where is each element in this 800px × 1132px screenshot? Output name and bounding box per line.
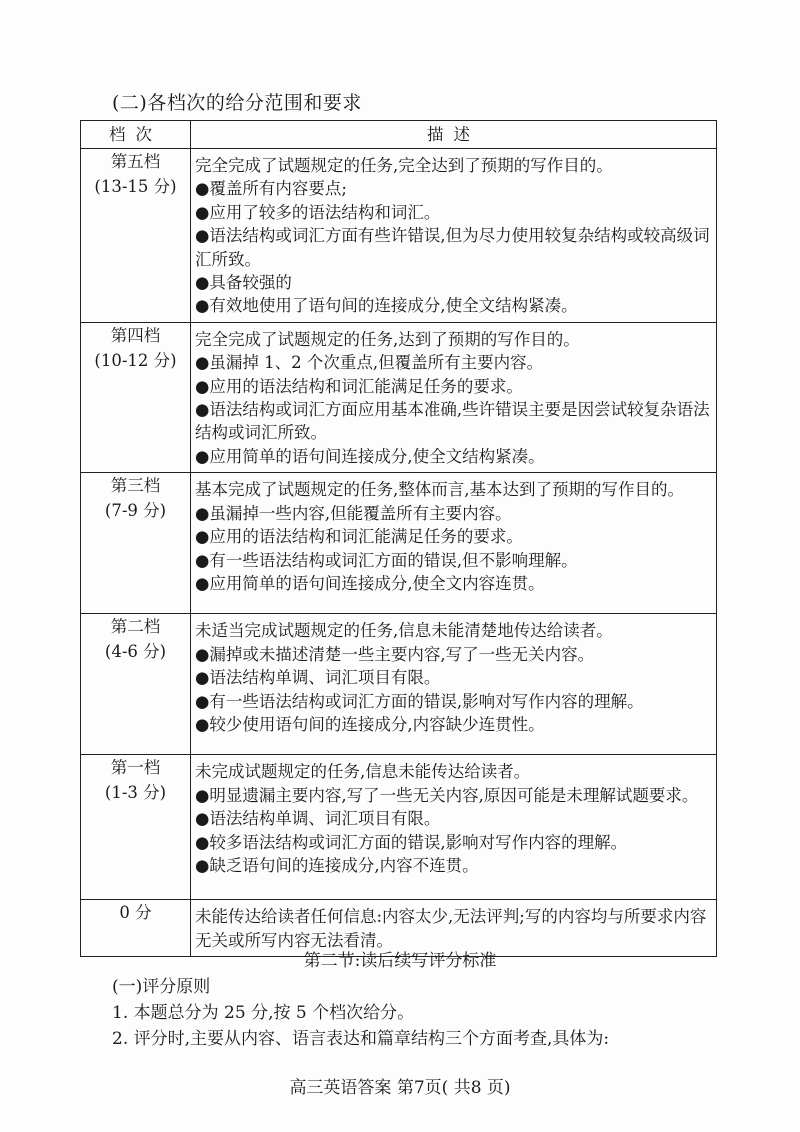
level-cell [81, 149, 191, 323]
level-name: 第二档 [110, 617, 161, 637]
description-line: ●漏掉或未描述清楚一些主要内容,写了一些无关内容。 [195, 644, 595, 664]
principle-item: 2. 评分时,主要从内容、语言表达和篇章结构三个方面考查,具体为: [112, 1029, 610, 1049]
table-header-row [81, 121, 717, 149]
description-line: ●应用了较多的语法结构和词汇。 [195, 202, 441, 222]
description-line: ●语法结构单调、词汇项目有限。 [195, 809, 441, 829]
column-header-description: 描述 [191, 121, 717, 149]
scoring-table [80, 120, 717, 957]
table-row [81, 614, 717, 755]
description-line: 未适当完成试题规定的任务,信息未能清楚地传达给读者。 [195, 621, 613, 641]
description-cell [191, 149, 717, 323]
level-score: (7-9 分) [104, 501, 167, 521]
level-score: (10-12 分) [94, 350, 177, 370]
description-line: ●有效地使用了语句间的连接成分,使全文结构紧凑。 [195, 296, 578, 316]
description-line: ●语法结构或词汇方面应用基本准确,些许错误主要是因尝试较复杂语法结构或词汇所致。 [195, 400, 710, 443]
level-name: 第三档 [110, 476, 161, 496]
description-line: ●应用简单的语句间连接成分,使全文结构紧凑。 [195, 446, 545, 466]
description-line: 未能传达给读者任何信息:内容太少,无法评判;写的内容均与所要求内容无关或所写内容无法看清。 [195, 907, 707, 950]
column-header-level: 档次 [81, 121, 191, 149]
description-line: ●虽漏掉 1、2 个次重点,但覆盖所有主要内容。 [195, 353, 544, 373]
level-score: (4-6 分) [104, 642, 167, 662]
principle-item: 1. 本题总分为 25 分,按 5 个档次给分。 [112, 1003, 415, 1023]
description-line: ●有一些语法结构或词汇方面的错误,但不影响理解。 [195, 550, 578, 570]
level-cell [81, 755, 191, 900]
level-cell [81, 473, 191, 614]
level-name: 第四档 [110, 325, 161, 345]
level-name: 0 分 [119, 903, 152, 923]
description-line: ●缺乏语句间的连接成分,内容不连贯。 [195, 855, 479, 875]
principles-heading: (一)评分原则 [112, 977, 211, 997]
description-line: 完全完成了试题规定的任务,达到了预期的写作目的。 [195, 329, 580, 349]
description-line: ●具备较强的 [195, 273, 292, 293]
description-line: ●明显遗漏主要内容,写了一些无关内容,原因可能是未理解试题要求。 [195, 785, 699, 805]
description-line: 完全完成了试题规定的任务,完全达到了预期的写作目的。 [195, 156, 613, 175]
table-row [81, 322, 717, 472]
description-cell [191, 322, 717, 472]
table-row [81, 149, 717, 323]
description-cell [191, 473, 717, 614]
description-line: ●较多语法结构或词汇方面的错误,影响对写作内容的理解。 [195, 832, 628, 852]
description-line: 基本完成了试题规定的任务,整体而言,基本达到了预期的写作目的。 [195, 480, 684, 500]
table-row [81, 473, 717, 614]
description-cell [191, 755, 717, 900]
level-name: 第五档 [110, 152, 161, 171]
description-line: ●应用简单的语句间连接成分,使全文内容连贯。 [195, 573, 545, 593]
description-line: ●语法结构单调、词汇项目有限。 [195, 668, 441, 688]
level-cell [81, 614, 191, 755]
section-heading: (二)各档次的给分范围和要求 [112, 92, 362, 114]
description-line: ●应用的语法结构和词汇能满足任务的要求。 [195, 527, 523, 547]
description-cell [191, 614, 717, 755]
description-line: ●覆盖所有内容要点; [195, 179, 347, 199]
level-name: 第一档 [110, 758, 161, 778]
description-line: ●虽漏掉一些内容,但能覆盖所有主要内容。 [195, 503, 512, 523]
level-score: (13-15 分) [94, 177, 177, 196]
section-title: 第二节:读后续写评分标准 [303, 951, 497, 971]
description-line: ●较少使用语句间的连接成分,内容缺少连贯性。 [195, 714, 545, 734]
description-line: ●有一些语法结构或词汇方面的错误,影响对写作内容的理解。 [195, 691, 644, 711]
description-line: 未完成试题规定的任务,信息未能传达给读者。 [195, 762, 531, 782]
table-row [81, 755, 717, 900]
description-line: ●语法结构或词汇方面有些许错误,但为尽力使用较复杂结构或较高级词汇所致。 [195, 226, 710, 269]
level-cell [81, 322, 191, 472]
description-line: ●应用的语法结构和词汇能满足任务的要求。 [195, 376, 523, 396]
page-footer: 高三英语答案 第7页( 共8 页) [289, 1078, 511, 1098]
level-score: (1-3 分) [104, 783, 167, 803]
